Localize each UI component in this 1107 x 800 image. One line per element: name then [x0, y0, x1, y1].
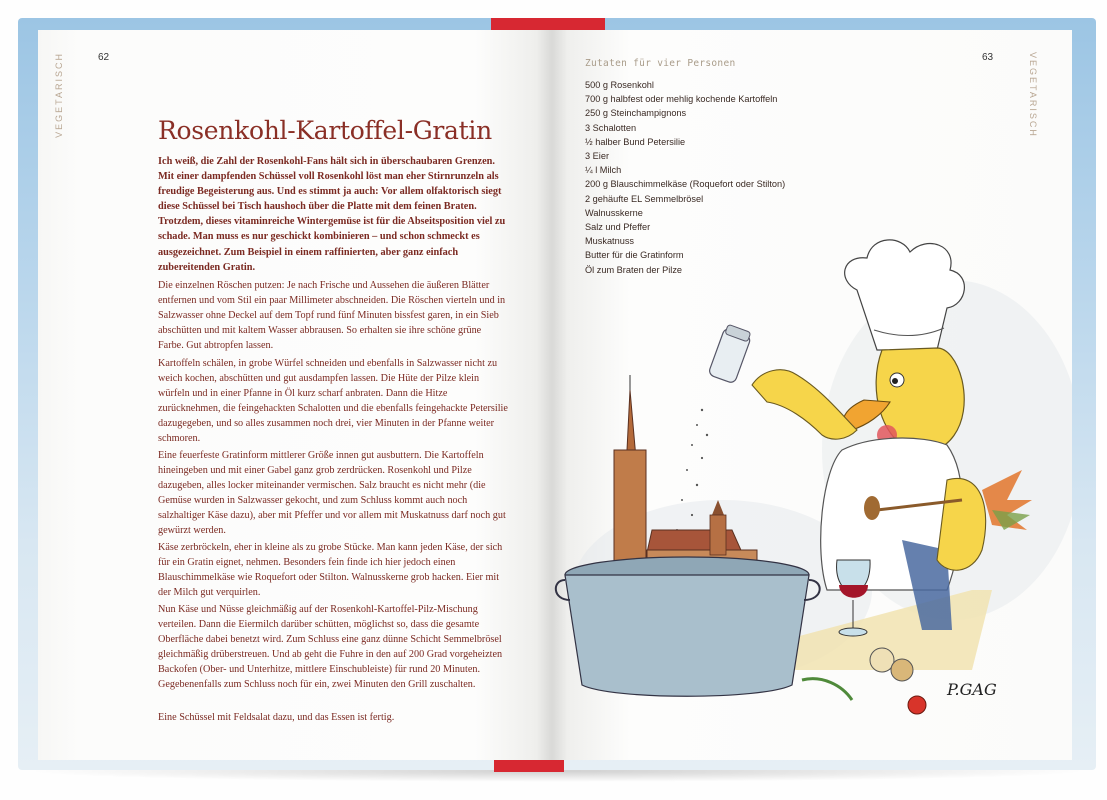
salt-shaker [708, 324, 753, 384]
ingredient-item: 2 gehäufte EL Semmelbrösel [585, 193, 704, 204]
paragraph-4: Käse zerbröckeln, eher in kleine als zu grobe Stücke. Man kann jeden Käse, der sich für ein Gratin eignet, nehmen. Besonders fein finde ich hier jedoch einen Blauschimmelkäse wie Roquefort oder Stilton. Walnusskerne grob hacken. Eier mit der Milch gut verquirlen. [158, 542, 503, 599]
recipe-title: Rosenkohl-Kartoffel-Gratin [158, 116, 492, 145]
ingredient-item: 500 g Rosenkohl [585, 80, 654, 90]
page-number-right: 63 [982, 52, 994, 63]
left-page [38, 30, 552, 760]
ribbon-bookmark-bottom [494, 758, 564, 772]
ingredient-item: 3 Eier [585, 151, 610, 162]
paragraph-6: Eine Schüssel mit Feldsalat dazu, und das Essen ist fertig. [158, 712, 395, 723]
ingredient-item: 3 Schalotten [585, 122, 637, 133]
side-label-right: VEGETARISCH [1028, 52, 1038, 138]
ingredient-item: Butter für die Gratinform [585, 250, 684, 261]
right-page [552, 30, 1072, 760]
page-number-left: 62 [98, 52, 110, 63]
chef-illustration [552, 30, 1072, 760]
ingredients-heading: Zutaten für vier Personen [585, 58, 736, 69]
illustration-signature: P.GAG [947, 680, 997, 699]
ingredient-item: Salz und Pfeffer [585, 222, 651, 233]
ingredient-item: ¼ l Milch [585, 165, 622, 176]
ingredient-item: 250 g Steinchampignons [585, 108, 687, 119]
paragraph-3: Eine feuerfeste Gratinform mittlerer Größe innen gut ausbuttern. Die Kartoffeln hineingeben und mit einer Gabel ganz grob zerdrücken. Rosenkohl und Pilze dazugeben, alles locker miteinander vermischen. Salz braucht es nicht mehr (die Gemüse wurden in Salzwasser gekocht, und zum Schluss kommt auch noch salzhaltiger Käse dazu), aber mit Pfeffer und vor allem mit Muskatnuss darf noch gut gewürzt werden. [158, 450, 506, 537]
ingredient-item: Muskatnuss [585, 236, 635, 247]
intro-text: Ich weiß, die Zahl der Rosenkohl-Fans hält sich in überschaubaren Grenzen. Mit einer dampfenden Schüssel voll Rosenkohl löst man eher Stirnrunzeln als freudige Begeisterung aus. Und es stimmt ja auch: Vor allem olfaktorisch siegt diese Schüssel bei Tisch haushoch über die Platte mit dem feinen Braten. Trotzdem, dieses vitaminreiche Wintergemüse ist für die Abseitsposition viel zu schade. Man muss es nur geschickt kombinieren – und schon schmeckt es ausgezeichnet. Zum Beispiel in einem raffinierten, aber ganz einfach zubereitenden Gratin. [158, 156, 506, 273]
paragraph-2: Kartoffeln schälen, in grobe Würfel schneiden und ebenfalls in Salzwasser nicht zu weich kochen, abschütten und gut ausdampfen lassen. Die Hüte der Pilze klein würfeln und in einer Pfanne in Öl kurz scharf anbraten. Dann die Hitze zurücknehmen, die feingehackten Schalotten und die ebenfalls feingehackte Petersilie dazugegeben, und so alles zusammen noch drei, vier Minuten in der Pfanne weiter schmoren. [158, 358, 508, 445]
ingredient-item: Öl zum Braten der Pilze [585, 264, 683, 275]
paragraph-1: Die einzelnen Röschen putzen: Je nach Frische und Aussehen die äußeren Blätter entfernen und vom Stil ein paar Millimeter abschneiden. Die Röschen vierteln und in Salzwasser ohne Deckel auf dem Topf rund fünf Minuten bissfest garen, in ein Sieb abschütten und mit kaltem Wasser abbrausen. So erhalten sie ihre schöne grüne Farbe. Gut abtropfen lassen. [158, 280, 506, 352]
ingredient-item: 200 g Blauschimmelkäse (Roquefort oder Stilton) [585, 179, 786, 190]
paragraph-5: Nun Käse und Nüsse gleichmäßig auf der Rosenkohl-Kartoffel-Pilz-Mischung verteilen. Dann die Eiermilch darüber schütten, möglichst so, dass die gesamte Oberfläche dabei benetzt wird. Zum Schluss eine ganz dünne Schicht Semmelbrösel gleichmäßig drüberstreuen. Und ab geht die Fuhre in den auf 200 Grad vorgeheizten Backofen (Ober- und Unterhitze, mittlere Einschubleiste) für rund 20 Minuten. Gegebenenfalls zum Schluss noch für ein, zwei Minuten den Grill zuschalten. [158, 604, 503, 691]
ingredient-item: 700 g halbfest oder mehlig kochende Kartoffeln [585, 94, 778, 105]
side-label-left: VEGETARISCH [54, 52, 64, 138]
ingredient-item: Walnusskerne [585, 207, 643, 218]
ingredient-item: ½ halber Bund Petersilie [585, 136, 686, 147]
